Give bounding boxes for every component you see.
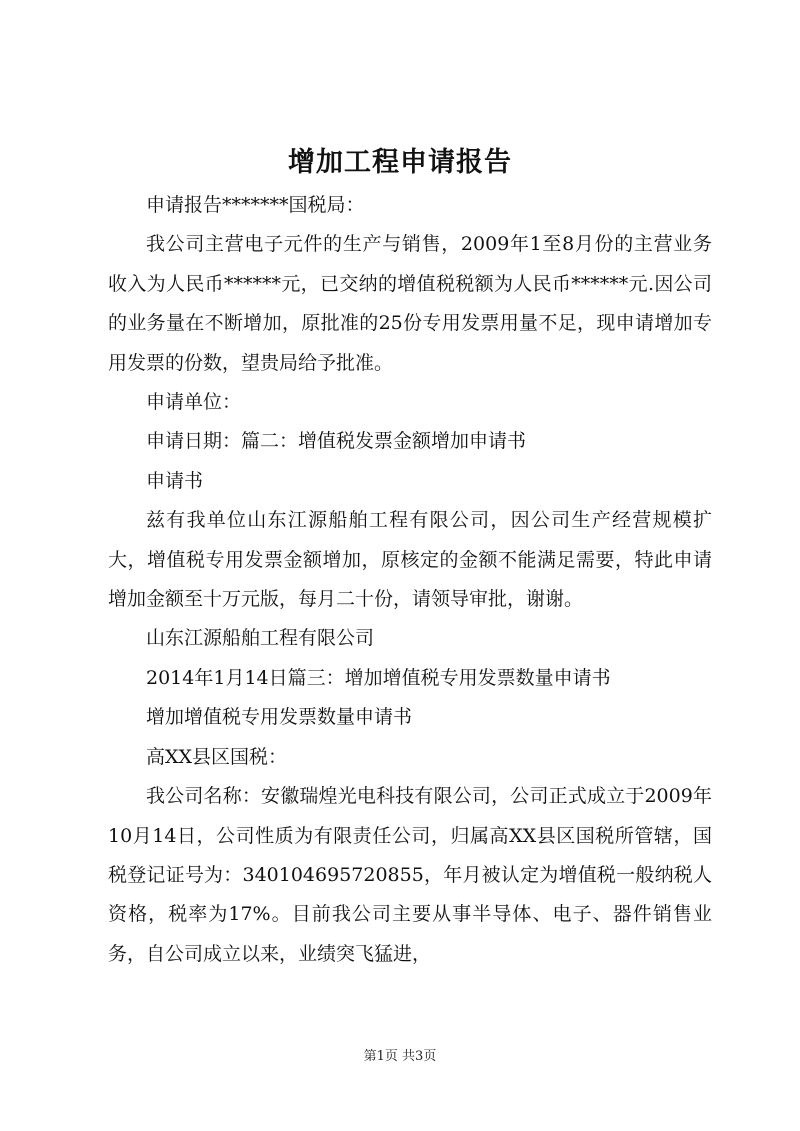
amount-increase-paragraph: 兹有我单位山东江源船舶工程有限公司，因公司生产经营规模扩大，增值税专用发票金额增加，原核定的金额不能满足需要，特此申请增加金额至十万元版，每月二十份，请领导审批，谢谢。 [108,509,712,611]
recipient-line: 高XX县区国税： [146,745,288,768]
document-title: 增加工程申请报告 [288,147,512,178]
page-footer: 第1页 共3页 [363,1049,437,1064]
document-body [108,186,712,974]
company-signature-line: 山东江源船舶工程有限公司 [146,627,375,650]
section-heading-quantity: 增加增值税专用发票数量申请书 [146,706,413,729]
date-section-line: 2014年1月14日篇三：增加增值税专用发票数量申请书 [146,666,611,689]
section-heading-application: 申请书 [146,469,204,492]
company-intro-paragraph: 我公司名称：安徽瑞煌光电科技有限公司，公司正式成立于2009年10月14日，公司性质为有限责任公司，归属高XX县区国税所管辖，国税登记证号为：340104695720855，年月被认定为增值税一般纳税人资格，税率为17%。目前我公司主要从事半导体、电子、器件销售业务，自公司成立以来，业绩突飞猛进， [108,785,712,965]
salutation-paragraph: 申请报告*******国税局： [146,194,365,216]
applicant-unit-line: 申请单位： [146,391,242,414]
application-date-line: 申请日期：篇二：增值税发票金额增加申请书 [146,430,527,453]
request-body-paragraph: 我公司主营电子元件的生产与销售，2009年1至8月份的主营业务收入为人民币******元，已交纳的增值税税额为人民币******元.因公司的业务量在不断增加，原批准的25份专用发票用量不足，现申请增加专用发票的份数，望贵局给予批准。 [108,233,712,374]
